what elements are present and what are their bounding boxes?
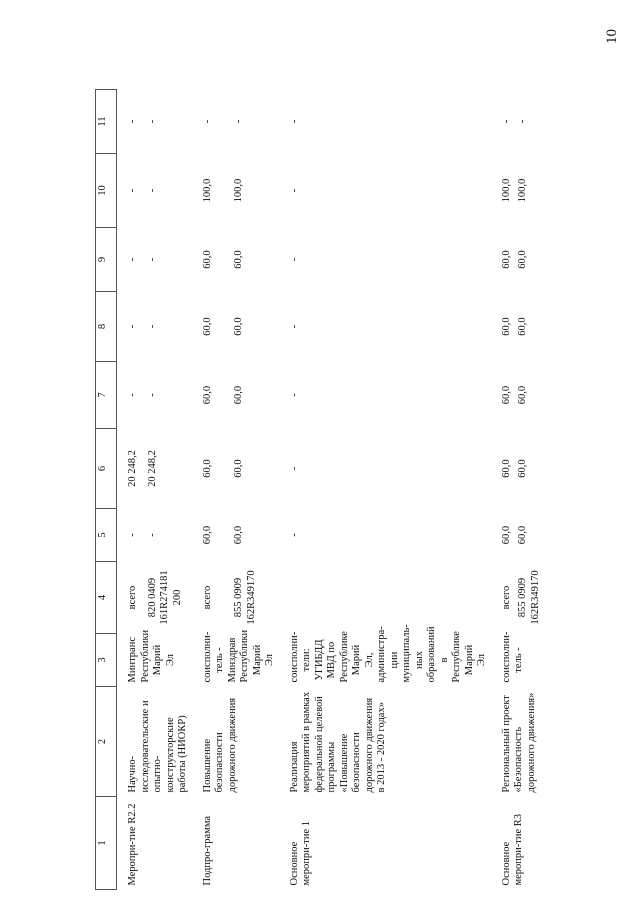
value-cell: - [233,119,245,124]
col-header-2: 2 [96,687,117,797]
col-header-7: 7 [96,362,117,429]
col-header-5: 5 [96,509,117,562]
value-cell: - [517,119,528,124]
value-cell: 60,0 [500,459,512,478]
row-code: Основное меропри-тие 1 [288,820,312,886]
value-cell: 60,0 [500,250,512,269]
value-cell: - [288,119,300,124]
value-cell: - [288,533,300,537]
row-fin-label: всего [127,585,138,610]
col-header-9: 9 [96,228,117,292]
value-cell: - [288,393,300,397]
value-cell: 60,0 [233,525,245,545]
row-executor: соисполни-тель - Минздрав Республики Марий Эл [201,629,275,683]
value-cell: 20 248,2 [127,450,138,487]
value-cell: 60,0 [233,250,245,269]
value-cell: 60,0 [233,317,245,336]
row-title: Повышение безопасности дорожного движения [201,697,238,793]
value-cell: 100,0 [500,178,512,203]
row-executor: Минтранс Республики Марий Эл [127,629,176,683]
row-budget-code: 820 0409 161R274181 200 [146,570,183,625]
col-header-1: 1 [96,797,117,890]
value-cell: - [288,466,300,471]
rotated-table-container [95,90,601,890]
value-cell: 100,0 [233,178,245,203]
value-cell: 60,0 [201,459,213,478]
value-cell: 20 248,2 [146,450,158,487]
value-cell: 60,0 [233,385,245,405]
table-row [279,90,491,890]
row-fin-label [279,562,491,634]
col-header-8: 8 [96,292,117,362]
value-cell: - [500,119,512,124]
col-header-6: 6 [96,429,117,509]
row-code: Основное меропри-тие R3 [500,813,524,886]
page-number: 10 [604,29,620,44]
value-cell: - [288,257,300,262]
value-cell: 60,0 [517,250,528,269]
value-cell: - [288,188,300,193]
col-header-10: 10 [96,154,117,228]
row-code: Меропри-тие R2.2 [127,803,138,886]
value-cell: 60,0 [500,317,512,336]
table-row [117,90,145,890]
value-cell: 60,0 [500,385,512,405]
value-cell: - [146,257,158,262]
col-header-11: 11 [96,90,117,154]
table-row [491,90,516,890]
value-cell: 60,0 [201,250,213,269]
row-title: Научно-исследовательские и опытно-конструкторские работы (НИОКР) [127,700,188,793]
value-cell: - [146,393,158,397]
value-cell: 60,0 [201,385,213,405]
value-cell: - [146,324,158,329]
value-cell: - [127,533,138,537]
value-cell: - [201,119,213,124]
row-fin-label: всего [500,585,512,610]
value-cell: 60,0 [517,317,528,336]
value-cell: 60,0 [201,317,213,336]
program-table [95,89,544,890]
value-cell: - [146,119,158,124]
value-cell: 100,0 [201,178,213,203]
value-cell: 100,0 [517,178,528,203]
header-row [96,90,117,890]
value-cell: 60,0 [517,459,528,478]
row-executor: соисполни-тели: УГИБДД МВД по Республике Марий Эл, администра-ции муниципаль-ных образований в Республике Марий Эл [288,624,487,683]
value-cell: 60,0 [517,385,528,405]
table-row [192,90,232,890]
value-cell: 60,0 [517,525,528,545]
value-cell: - [146,188,158,193]
row-code: Подпро-грамма [201,815,213,886]
row-fin-label: всего [201,585,213,610]
value-cell: 60,0 [233,459,245,478]
row-budget-code: 855 0909 162R349170 [233,570,257,625]
value-cell: - [127,324,138,329]
value-cell: - [288,324,300,329]
value-cell: - [127,188,138,193]
value-cell: 60,0 [500,525,512,545]
value-cell: 60,0 [201,525,213,545]
value-cell: - [127,257,138,262]
value-cell: - [127,119,138,124]
row-executor: соисполни-тель - [500,631,524,683]
col-header-3: 3 [96,634,117,687]
col-header-4: 4 [96,562,117,634]
row-budget-code: 855 0909 162R349170 [517,570,541,625]
row-title: Реализация мероприятий в рамках федеральной целевой программы «Повышение безопасности дорожного движения в 2013 - 2020 годах» [288,691,387,793]
value-cell: - [127,393,138,397]
row-title: Региональный проект «Безопасность дорожного движения» [500,692,537,793]
value-cell: - [146,533,158,537]
